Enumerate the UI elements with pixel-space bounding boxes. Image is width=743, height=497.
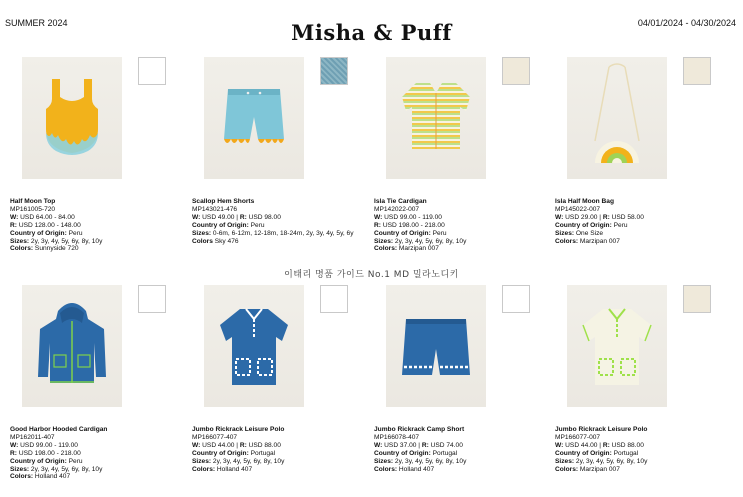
wholesale-label: W: — [192, 441, 201, 449]
color-swatch[interactable] — [138, 285, 166, 313]
retail-label: R: — [374, 221, 381, 229]
sizes-value: 2y, 3y, 4y, 5y, 6y, 8y, 10y — [575, 457, 648, 465]
color-swatch[interactable] — [683, 57, 711, 85]
wholesale-label: W: — [555, 441, 564, 449]
retail-label: R: — [602, 213, 610, 221]
wholesale-label: W: — [10, 441, 19, 449]
product-name: Jumbo Rickrack Leisure Polo — [192, 426, 285, 433]
color-swatch[interactable] — [683, 285, 711, 313]
colors-value: Holland 407 — [34, 473, 71, 481]
product-info — [10, 426, 190, 481]
origin-value: Peru — [68, 229, 83, 237]
product-sku: MP162011-407 — [10, 433, 55, 441]
colors-value: Marzipan 007 — [579, 237, 620, 245]
retail-price: USD 58.00 — [611, 213, 644, 221]
retail-label: R: — [602, 441, 610, 449]
origin-label: Country of Origin: — [192, 221, 249, 229]
retail-label: R: — [239, 213, 247, 221]
product-name: Scallop Hem Shorts — [192, 198, 255, 205]
sizes-label: Sizes: — [192, 457, 212, 465]
origin-value: Portugal — [250, 449, 276, 457]
colors-value: Marzipan 007 — [398, 245, 439, 253]
retail-price: USD 198.00 - 218.00 — [18, 449, 81, 457]
origin-label: Country of Origin: — [374, 229, 431, 237]
product-name: Isla Tie Cardigan — [374, 198, 427, 205]
date-range: 04/01/2024 - 04/30/2024 — [637, 18, 736, 28]
isla-half-moon-bag-image[interactable] — [567, 57, 667, 179]
product-info: Jumbo Rickrack Leisure Polo MP166077-007 W: USD 44.00 | R: USD 88.00 Country of Origin: Portugal Sizes: 2y, 3y, 4y, 5y, 6y, 8y, 10y Colors: Marzipan 007 — [555, 426, 735, 473]
jumbo-rickrack-polo-blue-image[interactable] — [204, 285, 304, 407]
sizes-value: 2y, 3y, 4y, 5y, 6y, 8y, 10y — [394, 457, 467, 465]
brand-logo: Misha & Puff — [291, 20, 452, 45]
colors-value: Sky 476 — [214, 237, 239, 245]
wholesale-price: USD 99.00 - 119.00 — [20, 441, 78, 449]
wholesale-label: W: — [555, 213, 564, 221]
colors-label: Colors: — [374, 465, 398, 473]
origin-value: Peru — [68, 457, 83, 465]
retail-price: USD 128.00 - 148.00 — [18, 221, 81, 229]
colors-label: Colors: — [555, 237, 579, 245]
colors-label: Colors: — [192, 465, 216, 473]
jumbo-rickrack-polo-cream-image[interactable] — [567, 285, 667, 407]
wholesale-price: USD 49.00 — [202, 213, 235, 221]
retail-price: USD 98.00 — [248, 213, 281, 221]
origin-label: Country of Origin: — [192, 449, 249, 457]
product-info: Jumbo Rickrack Leisure Polo MP166077-407 W: USD 44.00 | R: USD 88.00 Country of Origin: Portugal Sizes: 2y, 3y, 4y, 5y, 6y, 8y, 10y Colors: Holland 407 — [192, 426, 372, 473]
colors-value: Sunnyside 720 — [34, 245, 79, 253]
colors-value: Holland 407 — [398, 465, 435, 473]
product-info: Jumbo Rickrack Camp Short MP166078-407 W: USD 37.00 | R: USD 74.00 Country of Origin: Portugal Sizes: 2y, 3y, 4y, 5y, 6y, 8y, 10y Colors: Holland 407 — [374, 426, 554, 473]
colors-label: Colors: — [10, 245, 34, 253]
color-swatch[interactable] — [138, 57, 166, 85]
product-name: Jumbo Rickrack Leisure Polo — [555, 426, 648, 433]
sizes-value: 2y, 3y, 4y, 5y, 6y, 8y, 10y — [394, 237, 467, 245]
origin-value: Peru — [613, 221, 628, 229]
good-harbor-hooded-cardigan-image[interactable] — [22, 285, 122, 407]
watermark-text: 이태리 명품 가이드 No.1 MD 밀라노디키 — [284, 270, 459, 280]
origin-value: Peru — [250, 221, 265, 229]
origin-label: Country of Origin: — [10, 229, 67, 237]
origin-value: Portugal — [613, 449, 639, 457]
isla-tie-cardigan-image[interactable] — [386, 57, 486, 179]
sizes-value: 0-6m, 6-12m, 12-18m, 18-24m, 2y, 3y, 4y, 5y, 6y — [212, 229, 354, 237]
sizes-value: 2y, 3y, 4y, 5y, 6y, 8y, 10y — [212, 457, 285, 465]
sizes-label: Sizes: — [374, 457, 394, 465]
origin-label: Country of Origin: — [555, 449, 612, 457]
product-sku: MP166077-007 — [555, 433, 601, 441]
wholesale-label: W: — [10, 213, 19, 221]
product-name: Half Moon Top — [10, 198, 56, 205]
wholesale-price: USD 44.00 — [565, 441, 598, 449]
season-label: SUMMER 2024 — [5, 18, 68, 28]
sizes-value: One Size — [575, 229, 604, 237]
wholesale-price: USD 44.00 — [202, 441, 235, 449]
colors-value: Holland 407 — [216, 465, 253, 473]
retail-price: USD 88.00 — [248, 441, 281, 449]
sizes-value: 2y, 3y, 4y, 5y, 6y, 8y, 10y — [30, 237, 103, 245]
origin-value: Portugal — [432, 449, 458, 457]
product-sku: MP161005-720 — [10, 205, 56, 213]
product-sku: MP145022-007 — [555, 205, 601, 213]
colors-label: Colors: — [374, 245, 398, 253]
jumbo-rickrack-camp-short-image[interactable] — [386, 285, 486, 407]
sizes-label: Sizes: — [555, 457, 575, 465]
colors-label: Colors — [192, 237, 213, 245]
wholesale-label: W: — [374, 213, 383, 221]
scallop-hem-shorts-image[interactable] — [204, 57, 304, 179]
sizes-value: 2y, 3y, 4y, 5y, 6y, 8y, 10y — [30, 465, 103, 473]
product-sku: MP142022-007 — [374, 205, 420, 213]
colors-label: Colors: — [555, 465, 579, 473]
color-swatch[interactable] — [502, 285, 530, 313]
sizes-label: Sizes: — [10, 465, 30, 473]
wholesale-price: USD 37.00 — [384, 441, 417, 449]
product-sku: MP166078-407 — [374, 433, 420, 441]
sizes-label: Sizes: — [374, 237, 394, 245]
color-swatch[interactable] — [320, 285, 348, 313]
product-name: Good Harbor Hooded Cardigan — [10, 426, 108, 433]
retail-price: USD 88.00 — [611, 441, 644, 449]
origin-label: Country of Origin: — [555, 221, 612, 229]
wholesale-label: W: — [192, 213, 201, 221]
product-info — [10, 198, 190, 253]
product-info — [374, 198, 554, 253]
retail-price: USD 198.00 - 218.00 — [382, 221, 445, 229]
sizes-label: Sizes: — [192, 229, 212, 237]
origin-label: Country of Origin: — [374, 449, 431, 457]
half-moon-top-image[interactable] — [22, 57, 122, 179]
product-name: Isla Half Moon Bag — [555, 198, 614, 205]
sizes-label: Sizes: — [555, 229, 575, 237]
colors-label: Colors: — [10, 473, 34, 481]
wholesale-price: USD 64.00 - 84.00 — [20, 213, 75, 221]
product-sku: MP143021-476 — [192, 205, 238, 213]
wholesale-label: W: — [374, 441, 383, 449]
retail-label: R: — [421, 441, 429, 449]
origin-value: Peru — [432, 229, 447, 237]
wholesale-price: USD 29.00 — [565, 213, 598, 221]
origin-label: Country of Origin: — [10, 457, 67, 465]
sizes-label: Sizes: — [10, 237, 30, 245]
product-info: Isla Half Moon Bag MP145022-007 W: USD 29.00 | R: USD 58.00 Country of Origin: Peru Sizes: One Size Colors: Marzipan 007 — [555, 198, 735, 245]
color-swatch[interactable] — [502, 57, 530, 85]
retail-label: R: — [239, 441, 247, 449]
colors-value: Marzipan 007 — [579, 465, 620, 473]
product-name: Jumbo Rickrack Camp Short — [374, 426, 465, 433]
retail-price: USD 74.00 — [430, 441, 463, 449]
wholesale-price: USD 99.00 - 119.00 — [384, 213, 442, 221]
color-swatch[interactable] — [320, 57, 348, 85]
retail-label: R: — [10, 221, 17, 229]
product-sku: MP166077-407 — [192, 433, 238, 441]
retail-label: R: — [10, 449, 17, 457]
product-info: Scallop Hem Shorts MP143021-476 W: USD 49.00 | R: USD 98.00 Country of Origin: Peru Sizes: 0-6m, 6-12m, 12-18m, 18-24m, 2y, 3y, 4y, 5y, 6y Colors Sky 476 — [192, 198, 372, 245]
